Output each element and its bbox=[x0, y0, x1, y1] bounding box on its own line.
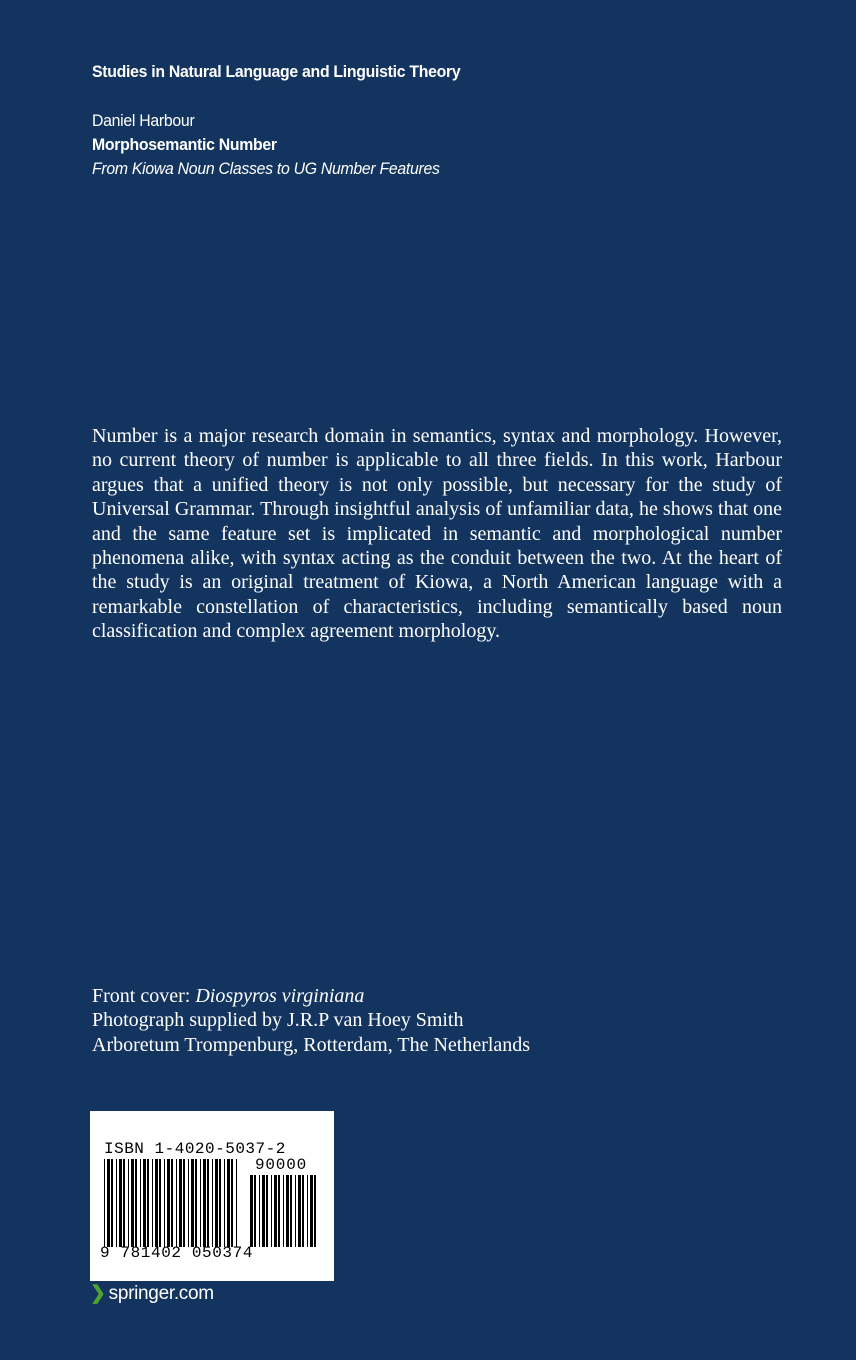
barcode-bar bbox=[143, 1159, 146, 1247]
barcode-bar bbox=[259, 1175, 260, 1247]
publisher-link-text: springer.com bbox=[108, 1283, 214, 1304]
isbn-number: ISBN 1-4020-5037-2 bbox=[104, 1140, 286, 1158]
barcode-bar bbox=[278, 1175, 280, 1247]
barcode-bar bbox=[227, 1159, 230, 1247]
barcode-bar bbox=[231, 1159, 233, 1247]
barcode-bar bbox=[266, 1175, 268, 1247]
barcode-bar bbox=[123, 1159, 125, 1247]
barcode-bar bbox=[164, 1159, 165, 1247]
publisher-link[interactable] bbox=[90, 1282, 214, 1305]
barcode-bar bbox=[159, 1159, 161, 1247]
barcode-bar bbox=[207, 1159, 209, 1247]
barcode-bar bbox=[310, 1175, 313, 1247]
barcode-bar bbox=[128, 1159, 129, 1247]
barcode-bar bbox=[152, 1159, 153, 1247]
front-cover-label: Front cover: bbox=[92, 985, 196, 1007]
barcode-bar bbox=[135, 1159, 137, 1247]
barcode-bar bbox=[179, 1159, 182, 1247]
barcode-bar bbox=[140, 1159, 141, 1247]
barcode-bar bbox=[254, 1175, 256, 1247]
barcode-bar bbox=[195, 1159, 197, 1247]
barcode-bar bbox=[176, 1159, 177, 1247]
barcode-bar bbox=[215, 1159, 218, 1247]
isbn-barcode bbox=[90, 1111, 334, 1281]
author-name: Daniel Harbour bbox=[92, 111, 195, 130]
barcode-bar bbox=[298, 1175, 301, 1247]
barcode-bar bbox=[224, 1159, 225, 1247]
barcode-bar bbox=[295, 1175, 296, 1247]
ean-digits: 9 781402 050374 bbox=[100, 1244, 254, 1262]
barcode-bar bbox=[200, 1159, 201, 1247]
photo-credit: Photograph supplied by J.R.P van Hoey Smith bbox=[92, 1009, 464, 1032]
book-subtitle: From Kiowa Noun Classes to UG Number Features bbox=[92, 159, 440, 178]
barcode-bar bbox=[111, 1159, 113, 1247]
barcode-bar bbox=[314, 1175, 316, 1247]
barcode-bar bbox=[262, 1175, 265, 1247]
barcode-bar bbox=[286, 1175, 289, 1247]
barcode-bar bbox=[183, 1159, 185, 1247]
photo-location: Arboretum Trompenburg, Rotterdam, The Netherlands bbox=[92, 1033, 531, 1056]
barcode-bar bbox=[203, 1159, 206, 1247]
cover-credits bbox=[92, 984, 530, 1057]
barcode-bar bbox=[147, 1159, 149, 1247]
barcode-bar bbox=[188, 1159, 189, 1247]
barcode-bar bbox=[236, 1159, 237, 1247]
barcode-addon-digits: 90000 bbox=[255, 1156, 308, 1174]
species-name: Diospyros virginiana bbox=[195, 985, 365, 1007]
barcode-bar bbox=[274, 1175, 277, 1247]
barcode-bar bbox=[131, 1159, 134, 1247]
barcode-bar bbox=[119, 1159, 122, 1247]
series-title: Studies in Natural Language and Linguistic Theory bbox=[92, 62, 461, 81]
barcode-bar bbox=[104, 1159, 105, 1247]
barcode-bar bbox=[219, 1159, 221, 1247]
barcode-bar bbox=[107, 1159, 110, 1247]
barcode-bar bbox=[191, 1159, 194, 1247]
barcode-bar bbox=[250, 1175, 253, 1247]
barcode-bar bbox=[290, 1175, 292, 1247]
barcode-bar bbox=[155, 1159, 158, 1247]
barcode-bar bbox=[307, 1175, 308, 1247]
book-title: Morphosemantic Number bbox=[92, 135, 277, 154]
barcode-bar bbox=[302, 1175, 304, 1247]
barcode-bar bbox=[171, 1159, 173, 1247]
chevron-right-icon: ❯ bbox=[90, 1283, 106, 1304]
barcode-bar bbox=[116, 1159, 117, 1247]
barcode-bar bbox=[271, 1175, 272, 1247]
barcode-bar bbox=[167, 1159, 170, 1247]
front-cover-line bbox=[92, 984, 530, 1008]
barcode-bar bbox=[212, 1159, 213, 1247]
book-description: Number is a major research domain in semantics, syntax and morphology. However, no current theory of number is applicable to all three fields. In this work, Harbour argues that a unified theory is not only possible, but necessary for the study of Universal Grammar. Through insightful analysis of unfamiliar data, he shows that one and the same feature set is implicated in semantic and morphological number phenomena alike, with syntax acting as the conduit between the two. At the heart of the study is an original treatment of Kiowa, a North American language with a remarkable constellation of characteristics, including semantically based noun classification and complex agreement morphology. bbox=[92, 425, 782, 643]
barcode-bar bbox=[283, 1175, 284, 1247]
